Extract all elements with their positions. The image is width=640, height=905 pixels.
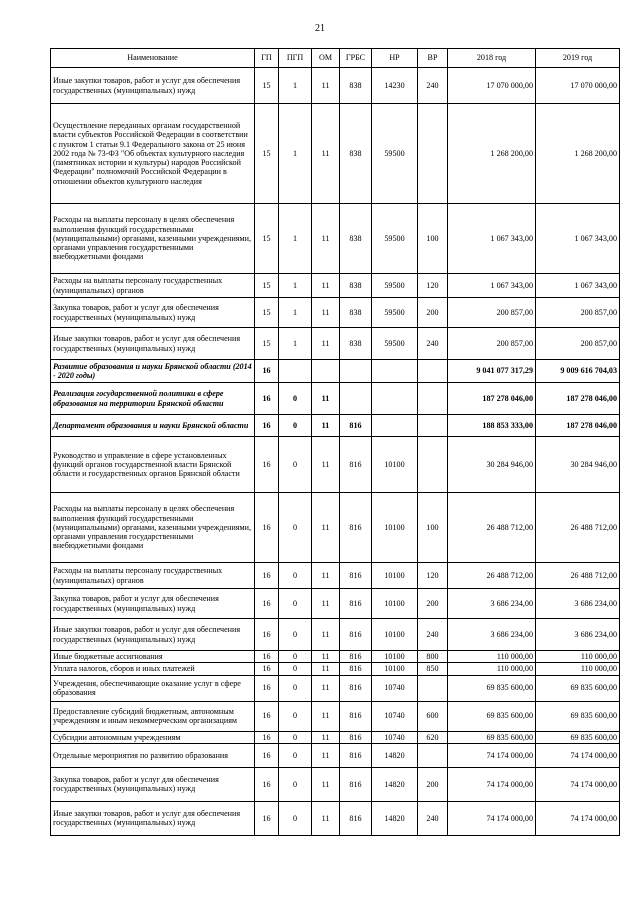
cell-nr: 14820 <box>372 801 418 835</box>
cell-om: 11 <box>312 68 340 104</box>
cell-om: 11 <box>312 651 340 663</box>
cell-y2019: 110 000,00 <box>536 651 620 663</box>
cell-nr: 10100 <box>372 563 418 589</box>
cell-om: 11 <box>312 204 340 274</box>
cell-name: Закупка товаров, работ и услуг для обеспечения государственных (муниципальных) нужд <box>51 298 255 328</box>
cell-grbs: 838 <box>340 274 372 298</box>
cell-name: Расходы на выплаты персоналу государственных (муниципальных) органов <box>51 274 255 298</box>
cell-grbs: 816 <box>340 743 372 767</box>
cell-gp: 15 <box>255 68 279 104</box>
cell-y2018: 26 488 712,00 <box>448 493 536 563</box>
cell-nr: 59500 <box>372 204 418 274</box>
cell-y2019: 26 488 712,00 <box>536 563 620 589</box>
cell-grbs: 838 <box>340 328 372 360</box>
cell-gp: 16 <box>255 415 279 437</box>
cell-nr: 10100 <box>372 437 418 493</box>
cell-gp: 15 <box>255 274 279 298</box>
cell-om: 11 <box>312 619 340 651</box>
cell-name: Осуществление переданных органам государственной власти субъектов Российской Федерации в соответствии с пунктом 1 статьи 9.1 Федерального закона от 25 июня 2002 года № 73-ФЗ "Об объектах культурного наследия (памятниках истории и культуры) народов Российской Федерации" полномочий Российской Федерации в отношении объектов культурного наследия <box>51 104 255 204</box>
cell-vr: 600 <box>418 701 448 731</box>
cell-name: Расходы на выплаты персоналу в целях обеспечения выполнения функций государственными (муниципальными) органами, казенными учреждениями, органами управления государственными внебюджетными фондами <box>51 204 255 274</box>
cell-grbs <box>340 383 372 415</box>
cell-gp: 15 <box>255 298 279 328</box>
cell-y2018: 187 278 046,00 <box>448 383 536 415</box>
cell-y2019: 200 857,00 <box>536 298 620 328</box>
cell-name: Иные закупки товаров, работ и услуг для обеспечения государственных (муниципальных) нужд <box>51 328 255 360</box>
cell-pgp: 1 <box>279 68 312 104</box>
cell-pgp: 0 <box>279 731 312 743</box>
cell-name: Расходы на выплаты персоналу государственных (муниципальных) органов <box>51 563 255 589</box>
cell-name: Уплата налогов, сборов и иных платежей <box>51 663 255 675</box>
cell-y2019: 17 070 000,00 <box>536 68 620 104</box>
cell-y2019: 26 488 712,00 <box>536 493 620 563</box>
cell-vr <box>418 437 448 493</box>
cell-name: Предоставление субсидий бюджетным, автономным учреждениям и иным некоммерческим организациям <box>51 701 255 731</box>
cell-y2018: 1 268 200,00 <box>448 104 536 204</box>
cell-pgp: 0 <box>279 563 312 589</box>
cell-om: 11 <box>312 437 340 493</box>
cell-vr: 850 <box>418 663 448 675</box>
cell-y2018: 69 835 600,00 <box>448 701 536 731</box>
cell-om: 11 <box>312 663 340 675</box>
cell-grbs: 816 <box>340 731 372 743</box>
cell-grbs: 816 <box>340 801 372 835</box>
cell-y2019: 74 174 000,00 <box>536 767 620 801</box>
cell-y2018: 3 686 234,00 <box>448 589 536 619</box>
cell-om: 11 <box>312 675 340 701</box>
cell-y2018: 69 835 600,00 <box>448 675 536 701</box>
cell-nr <box>372 360 418 383</box>
cell-y2018: 30 284 946,00 <box>448 437 536 493</box>
cell-om: 11 <box>312 589 340 619</box>
cell-pgp: 1 <box>279 328 312 360</box>
cell-gp: 15 <box>255 328 279 360</box>
cell-om: 11 <box>312 104 340 204</box>
cell-vr <box>418 743 448 767</box>
cell-name: Иные закупки товаров, работ и услуг для обеспечения государственных (муниципальных) нужд <box>51 801 255 835</box>
table-row <box>51 731 620 743</box>
table-row <box>51 104 620 204</box>
cell-name: Отдельные мероприятия по развитию образования <box>51 743 255 767</box>
cell-nr: 10100 <box>372 663 418 675</box>
cell-vr <box>418 383 448 415</box>
header-grbs: ГРБС <box>340 49 372 68</box>
cell-nr: 10100 <box>372 493 418 563</box>
cell-grbs: 838 <box>340 104 372 204</box>
cell-y2019: 69 835 600,00 <box>536 701 620 731</box>
cell-vr: 240 <box>418 801 448 835</box>
header-vr: ВР <box>418 49 448 68</box>
cell-nr: 14820 <box>372 743 418 767</box>
cell-y2018: 1 067 343,00 <box>448 274 536 298</box>
table-header <box>51 49 620 68</box>
table-row <box>51 274 620 298</box>
table-row <box>51 767 620 801</box>
cell-pgp: 0 <box>279 743 312 767</box>
cell-y2018: 110 000,00 <box>448 663 536 675</box>
table-row <box>51 383 620 415</box>
cell-pgp: 0 <box>279 589 312 619</box>
cell-name: Руководство и управление в сфере установленных функций органов государственной власти Брянской области и государственных органов Брянской области <box>51 437 255 493</box>
cell-om: 11 <box>312 383 340 415</box>
table-row <box>51 493 620 563</box>
cell-pgp: 1 <box>279 274 312 298</box>
cell-gp: 16 <box>255 437 279 493</box>
cell-vr <box>418 360 448 383</box>
cell-nr: 59500 <box>372 104 418 204</box>
cell-y2019: 1 067 343,00 <box>536 204 620 274</box>
cell-gp: 16 <box>255 663 279 675</box>
cell-nr: 14230 <box>372 68 418 104</box>
cell-grbs: 816 <box>340 493 372 563</box>
cell-vr: 120 <box>418 563 448 589</box>
cell-om <box>312 360 340 383</box>
table-row <box>51 651 620 663</box>
cell-name: Закупка товаров, работ и услуг для обеспечения государственных (муниципальных) нужд <box>51 767 255 801</box>
cell-vr: 100 <box>418 493 448 563</box>
cell-nr <box>372 415 418 437</box>
cell-vr <box>418 675 448 701</box>
table-row <box>51 68 620 104</box>
cell-gp: 16 <box>255 383 279 415</box>
cell-grbs: 816 <box>340 619 372 651</box>
cell-gp: 16 <box>255 743 279 767</box>
cell-nr: 59500 <box>372 298 418 328</box>
table-row <box>51 563 620 589</box>
table-row <box>51 675 620 701</box>
cell-nr: 10100 <box>372 589 418 619</box>
cell-y2018: 1 067 343,00 <box>448 204 536 274</box>
cell-gp: 16 <box>255 731 279 743</box>
cell-gp: 16 <box>255 801 279 835</box>
cell-om: 11 <box>312 563 340 589</box>
cell-pgp <box>279 360 312 383</box>
table-body <box>51 68 620 836</box>
header-pgp: ПГП <box>279 49 312 68</box>
cell-vr: 800 <box>418 651 448 663</box>
page-number: 21 <box>315 23 325 34</box>
cell-name: Департамент образования и науки Брянской области <box>51 415 255 437</box>
cell-y2019: 30 284 946,00 <box>536 437 620 493</box>
cell-nr: 10740 <box>372 701 418 731</box>
cell-pgp: 0 <box>279 767 312 801</box>
cell-name: Закупка товаров, работ и услуг для обеспечения государственных (муниципальных) нужд <box>51 589 255 619</box>
cell-y2019: 3 686 234,00 <box>536 589 620 619</box>
cell-nr: 14820 <box>372 767 418 801</box>
cell-om: 11 <box>312 415 340 437</box>
cell-y2018: 74 174 000,00 <box>448 767 536 801</box>
cell-name: Расходы на выплаты персоналу в целях обеспечения выполнения функций государственными (муниципальными) органами, казенными учреждениями, органами управления государственными внебюджетными фондами <box>51 493 255 563</box>
cell-vr: 240 <box>418 619 448 651</box>
cell-y2018: 110 000,00 <box>448 651 536 663</box>
cell-name: Субсидии автономным учреждениям <box>51 731 255 743</box>
cell-grbs <box>340 360 372 383</box>
cell-name: Иные закупки товаров, работ и услуг для обеспечения государственных (муниципальных) нужд <box>51 619 255 651</box>
table-row <box>51 663 620 675</box>
cell-y2019: 3 686 234,00 <box>536 619 620 651</box>
cell-nr: 59500 <box>372 328 418 360</box>
cell-om: 11 <box>312 767 340 801</box>
cell-om: 11 <box>312 493 340 563</box>
table-row <box>51 801 620 835</box>
cell-om: 11 <box>312 274 340 298</box>
cell-y2019: 74 174 000,00 <box>536 743 620 767</box>
cell-gp: 16 <box>255 589 279 619</box>
cell-gp: 16 <box>255 619 279 651</box>
cell-y2018: 200 857,00 <box>448 298 536 328</box>
table-row <box>51 743 620 767</box>
header-om: ОМ <box>312 49 340 68</box>
cell-name: Реализация государственной политики в сфере образования на территории Брянской области <box>51 383 255 415</box>
cell-y2018: 188 853 333,00 <box>448 415 536 437</box>
cell-y2019: 187 278 046,00 <box>536 383 620 415</box>
cell-grbs: 816 <box>340 651 372 663</box>
cell-y2019: 74 174 000,00 <box>536 801 620 835</box>
cell-nr: 59500 <box>372 274 418 298</box>
cell-gp: 16 <box>255 651 279 663</box>
table-row <box>51 701 620 731</box>
cell-pgp: 1 <box>279 298 312 328</box>
cell-grbs: 816 <box>340 663 372 675</box>
header-gp: ГП <box>255 49 279 68</box>
cell-y2019: 187 278 046,00 <box>536 415 620 437</box>
table-row <box>51 619 620 651</box>
cell-vr <box>418 415 448 437</box>
cell-pgp: 0 <box>279 663 312 675</box>
cell-gp: 15 <box>255 204 279 274</box>
table-row <box>51 204 620 274</box>
cell-grbs: 838 <box>340 204 372 274</box>
cell-y2019: 1 268 200,00 <box>536 104 620 204</box>
cell-om: 11 <box>312 298 340 328</box>
header-row <box>51 49 620 68</box>
cell-om: 11 <box>312 801 340 835</box>
table-row <box>51 437 620 493</box>
cell-pgp: 1 <box>279 204 312 274</box>
cell-y2019: 69 835 600,00 <box>536 675 620 701</box>
cell-pgp: 0 <box>279 651 312 663</box>
cell-vr: 240 <box>418 328 448 360</box>
budget-table <box>50 48 620 836</box>
cell-vr: 200 <box>418 589 448 619</box>
cell-vr: 200 <box>418 298 448 328</box>
cell-y2019: 9 009 616 704,03 <box>536 360 620 383</box>
cell-grbs: 816 <box>340 415 372 437</box>
cell-vr: 100 <box>418 204 448 274</box>
cell-pgp: 0 <box>279 437 312 493</box>
cell-y2019: 69 835 600,00 <box>536 731 620 743</box>
cell-vr <box>418 104 448 204</box>
cell-om: 11 <box>312 701 340 731</box>
cell-y2018: 3 686 234,00 <box>448 619 536 651</box>
cell-gp: 16 <box>255 360 279 383</box>
cell-gp: 16 <box>255 701 279 731</box>
cell-nr: 10100 <box>372 619 418 651</box>
cell-om: 11 <box>312 731 340 743</box>
cell-y2018: 74 174 000,00 <box>448 743 536 767</box>
cell-gp: 16 <box>255 675 279 701</box>
cell-pgp: 0 <box>279 415 312 437</box>
cell-grbs: 816 <box>340 701 372 731</box>
cell-name: Иные бюджетные ассигнования <box>51 651 255 663</box>
cell-om: 11 <box>312 328 340 360</box>
cell-pgp: 0 <box>279 383 312 415</box>
cell-name: Учреждения, обеспечивающие оказание услуг в сфере образования <box>51 675 255 701</box>
cell-y2018: 200 857,00 <box>448 328 536 360</box>
cell-om: 11 <box>312 743 340 767</box>
cell-y2018: 69 835 600,00 <box>448 731 536 743</box>
cell-grbs: 816 <box>340 767 372 801</box>
table-row <box>51 298 620 328</box>
cell-nr <box>372 383 418 415</box>
cell-nr: 10740 <box>372 675 418 701</box>
table-row <box>51 360 620 383</box>
cell-grbs: 838 <box>340 298 372 328</box>
header-nr: НР <box>372 49 418 68</box>
cell-nr: 10740 <box>372 731 418 743</box>
cell-grbs: 816 <box>340 563 372 589</box>
cell-grbs: 816 <box>340 589 372 619</box>
cell-pgp: 0 <box>279 675 312 701</box>
cell-y2019: 1 067 343,00 <box>536 274 620 298</box>
cell-pgp: 0 <box>279 619 312 651</box>
cell-y2018: 17 070 000,00 <box>448 68 536 104</box>
table-row <box>51 415 620 437</box>
cell-gp: 16 <box>255 563 279 589</box>
table-row <box>51 589 620 619</box>
cell-vr: 620 <box>418 731 448 743</box>
cell-pgp: 0 <box>279 701 312 731</box>
cell-y2018: 74 174 000,00 <box>448 801 536 835</box>
cell-vr: 120 <box>418 274 448 298</box>
cell-y2018: 26 488 712,00 <box>448 563 536 589</box>
cell-grbs: 838 <box>340 68 372 104</box>
cell-pgp: 1 <box>279 104 312 204</box>
cell-y2018: 9 041 077 317,29 <box>448 360 536 383</box>
cell-pgp: 0 <box>279 493 312 563</box>
cell-gp: 15 <box>255 104 279 204</box>
cell-gp: 16 <box>255 767 279 801</box>
cell-gp: 16 <box>255 493 279 563</box>
table-row <box>51 328 620 360</box>
header-2019: 2019 год <box>536 49 620 68</box>
cell-grbs: 816 <box>340 437 372 493</box>
cell-name: Развитие образования и науки Брянской области (2014 - 2020 годы) <box>51 360 255 383</box>
cell-y2019: 110 000,00 <box>536 663 620 675</box>
cell-y2019: 200 857,00 <box>536 328 620 360</box>
cell-name: Иные закупки товаров, работ и услуг для обеспечения государственных (муниципальных) нужд <box>51 68 255 104</box>
cell-vr: 240 <box>418 68 448 104</box>
header-name: Наименование <box>51 49 255 68</box>
cell-pgp: 0 <box>279 801 312 835</box>
header-2018: 2018 год <box>448 49 536 68</box>
cell-vr: 200 <box>418 767 448 801</box>
cell-nr: 10100 <box>372 651 418 663</box>
cell-grbs: 816 <box>340 675 372 701</box>
